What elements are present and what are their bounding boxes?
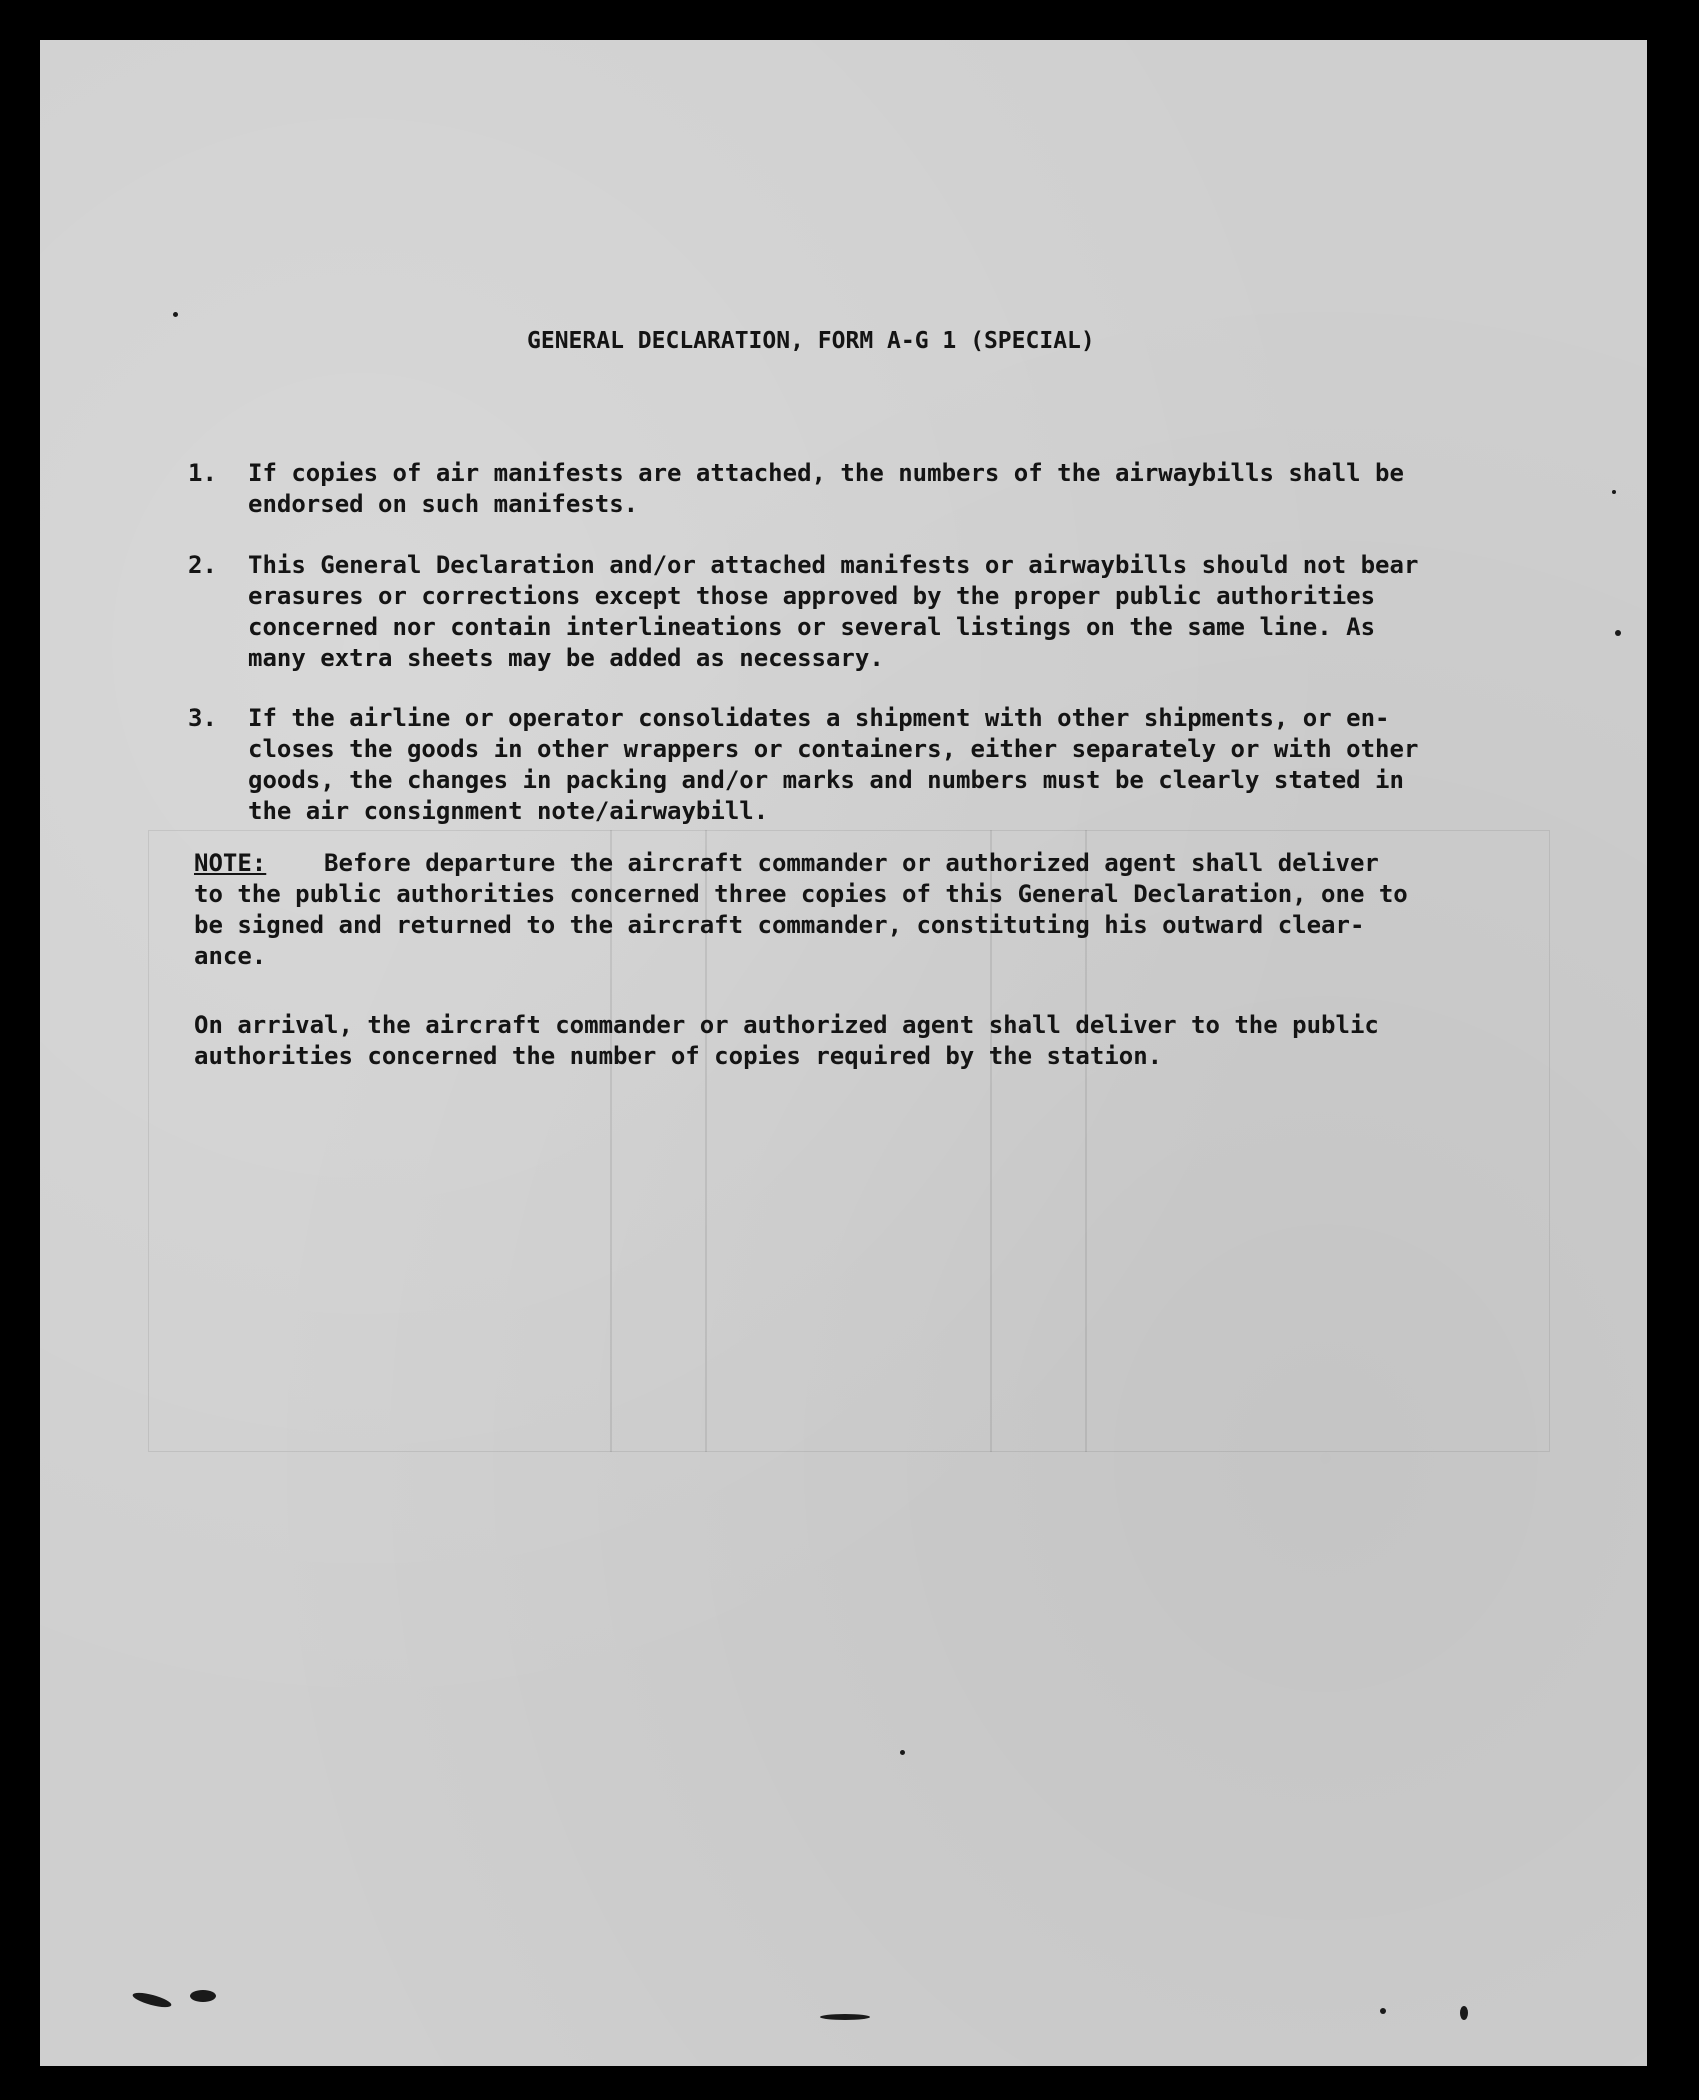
scan-speck bbox=[1380, 2008, 1386, 2014]
text-line: goods, the changes in packing and/or marks and numbers must be clearly stated in bbox=[248, 766, 1404, 794]
scan-speck bbox=[1460, 2006, 1468, 2020]
scan-speck bbox=[173, 312, 178, 317]
list-item-number: 3. bbox=[188, 704, 217, 732]
text-line: to the public authorities concerned three copies of this General Declaration, one to bbox=[194, 880, 1408, 908]
document-page bbox=[40, 40, 1647, 2066]
scan-speck bbox=[820, 2014, 870, 2020]
text-line: concerned nor contain interlineations or several listings on the same line. As bbox=[248, 613, 1376, 641]
text-line: This General Declaration and/or attached manifests or airwaybills should not bear bbox=[248, 551, 1419, 579]
text-line: If copies of air manifests are attached, the numbers of the airwaybills shall be bbox=[248, 459, 1404, 487]
text-line: many extra sheets may be added as necessary. bbox=[248, 644, 884, 672]
text-line: If the airline or operator consolidates a shipment with other shipments, or en- bbox=[248, 704, 1390, 732]
text-line: closes the goods in other wrappers or containers, either separately or with other bbox=[248, 735, 1419, 763]
scan-speck bbox=[1612, 490, 1616, 494]
text-line: ance. bbox=[194, 942, 267, 970]
list-item-number: 1. bbox=[188, 459, 217, 487]
list-item-text bbox=[248, 550, 1528, 674]
text-line: authorities concerned the number of copies required by the station. bbox=[194, 1042, 1163, 1070]
note-paragraph bbox=[194, 848, 1574, 972]
text-line: erasures or corrections except those approved by the proper public authorities bbox=[248, 582, 1376, 610]
text-line: On arrival, the aircraft commander or authorized agent shall deliver to the public bbox=[194, 1011, 1379, 1039]
text-line: be signed and returned to the aircraft commander, constituting his outward clear- bbox=[194, 911, 1365, 939]
text-line: endorsed on such manifests. bbox=[248, 490, 639, 518]
note-label: NOTE: bbox=[194, 849, 267, 877]
note-first-line bbox=[194, 848, 1574, 879]
list-item-text bbox=[248, 458, 1528, 520]
page-title: GENERAL DECLARATION, FORM A-G 1 (SPECIAL) bbox=[527, 328, 1095, 354]
note-first-line-text: Before departure the aircraft commander or authorized agent shall deliver bbox=[266, 849, 1379, 877]
scan-speck bbox=[131, 1990, 172, 2010]
list-item-text bbox=[248, 703, 1528, 827]
scan-speck bbox=[900, 1750, 905, 1755]
text-line: the air consignment note/airwaybill. bbox=[248, 797, 769, 825]
scan-speck bbox=[190, 1990, 216, 2002]
arrival-paragraph bbox=[194, 1010, 1574, 1072]
scan-speck bbox=[1615, 630, 1621, 636]
list-item-number: 2. bbox=[188, 551, 217, 579]
